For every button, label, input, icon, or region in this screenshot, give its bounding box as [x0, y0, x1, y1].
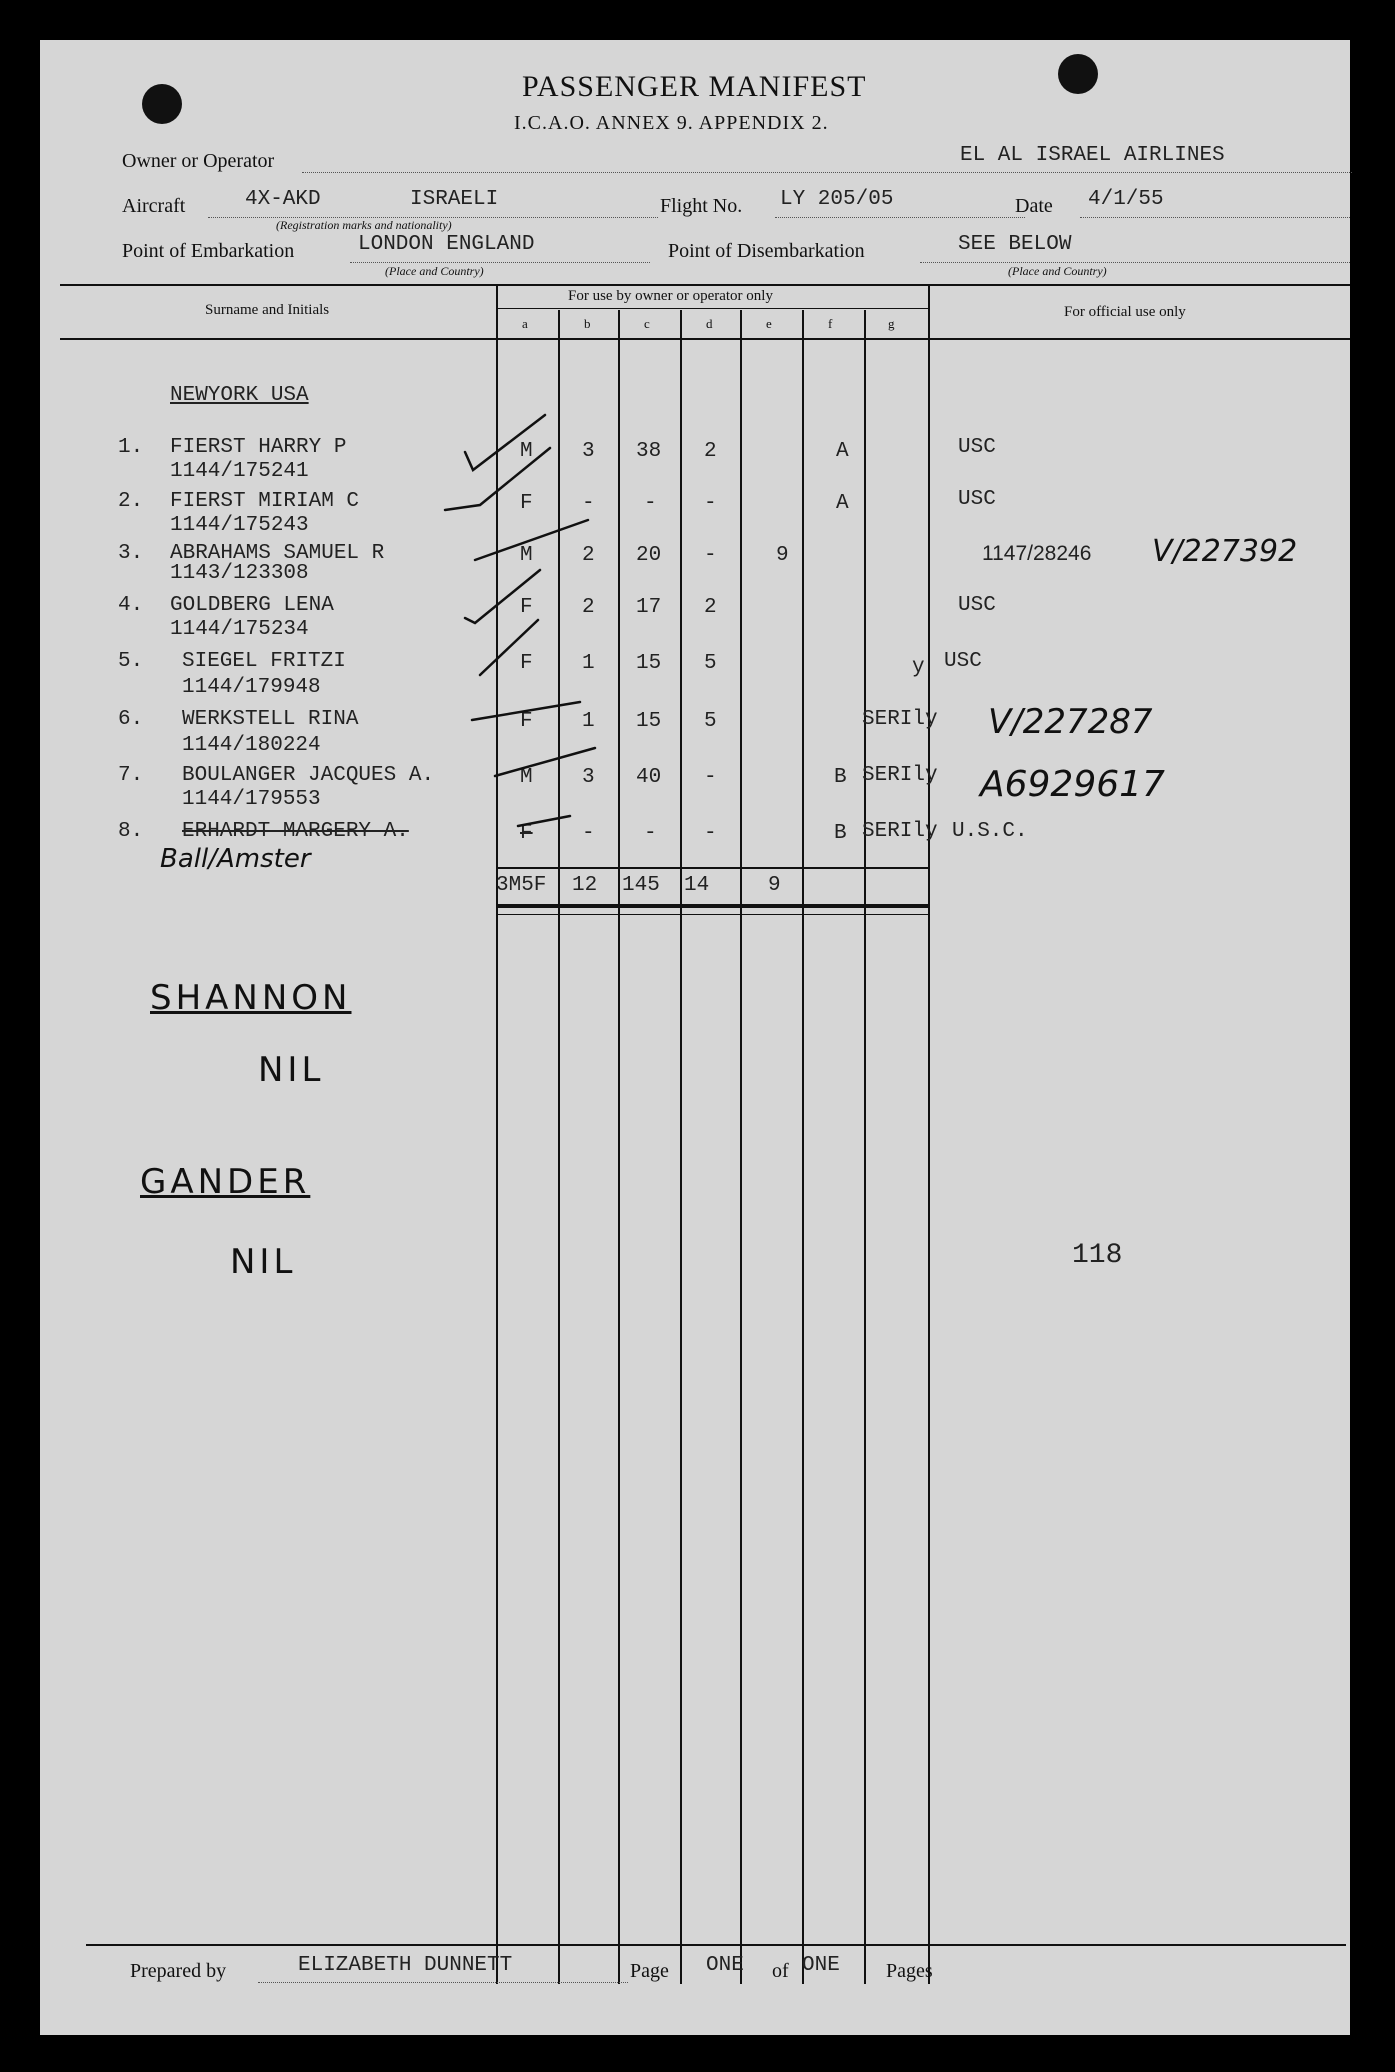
stamp-number: 118 — [1072, 1240, 1123, 1271]
cell-c: - — [644, 492, 657, 515]
official-use: USC — [958, 488, 996, 511]
cell-g: SERIly — [862, 820, 938, 843]
aircraft-note: (Registration marks and nationality) — [276, 218, 452, 232]
cell-a: F — [520, 710, 533, 733]
cell-c: - — [644, 822, 657, 845]
cell-g: y — [912, 656, 925, 679]
cell-b: 3 — [582, 766, 595, 789]
row-number: 2. — [118, 490, 144, 513]
stop-name: GANDER — [140, 1162, 311, 1202]
cell-a: F — [520, 596, 533, 619]
cell-d: - — [704, 766, 717, 789]
official-use: USC — [944, 650, 982, 673]
stop-value: NIL — [230, 1242, 297, 1282]
total-a: 3M5F — [496, 874, 547, 897]
ticket-number: 1144/175243 — [170, 514, 309, 537]
cell-c: 15 — [636, 652, 662, 675]
cell-b: 1 — [582, 652, 595, 675]
total-c: 145 — [622, 874, 660, 897]
of-value: ONE — [802, 1954, 840, 1977]
aircraft-reg: 4X-AKD — [245, 188, 321, 211]
cell-a: F — [520, 652, 533, 675]
cell-g: SERIly — [862, 708, 938, 731]
official-use: USC — [958, 594, 996, 617]
pen-marks — [40, 40, 1350, 940]
ticket-number: 1144/175234 — [170, 618, 309, 641]
stop-value: NIL — [258, 1050, 325, 1090]
date-value: 4/1/55 — [1088, 188, 1164, 211]
handwritten-visa: V/227287 — [988, 702, 1153, 742]
ticket-number: 1144/175241 — [170, 460, 309, 483]
row-number: 1. — [118, 436, 144, 459]
manifest-title: PASSENGER MANIFEST — [522, 70, 867, 103]
disembarkation-note: (Place and Country) — [1008, 264, 1107, 278]
cell-f: B — [834, 766, 847, 789]
page-value: ONE — [706, 1954, 744, 1977]
passenger-name: SIEGEL FRITZI — [182, 650, 346, 673]
cell-g: SERIly — [862, 764, 938, 787]
cell-b: 2 — [582, 544, 595, 567]
passenger-name: GOLDBERG LENA — [170, 594, 334, 617]
passenger-name: BOULANGER JACQUES A. — [182, 764, 435, 787]
row-number: 7. — [118, 764, 144, 787]
col-e-header: e — [766, 316, 772, 331]
cell-b: 3 — [582, 440, 595, 463]
official-use-header: For official use only — [1064, 304, 1186, 320]
cell-d: - — [704, 492, 717, 515]
cell-c: 40 — [636, 766, 662, 789]
of-label: of — [772, 1960, 789, 1982]
cell-d: 2 — [704, 440, 717, 463]
prepared-value: ELIZABETH DUNNETT — [298, 1954, 513, 1977]
pages-label: Pages — [886, 1960, 933, 1982]
cell-b: - — [582, 492, 595, 515]
total-d: 14 — [684, 874, 710, 897]
cell-c: 15 — [636, 710, 662, 733]
disembarkation-value: SEE BELOW — [958, 233, 1072, 256]
cell-d: - — [704, 544, 717, 567]
operator-use-header: For use by owner or operator only — [568, 288, 773, 304]
row-number: 8. — [118, 820, 144, 843]
passenger-name: FIERST HARRY P — [170, 436, 347, 459]
cell-d: 2 — [704, 596, 717, 619]
cell-d: 5 — [704, 652, 717, 675]
official-use: 1147/28246 — [982, 542, 1092, 565]
col-d-header: d — [706, 316, 713, 331]
manifest-sheet — [40, 40, 1350, 2035]
cell-a: F — [520, 822, 533, 845]
ticket-number: 1144/179948 — [182, 676, 321, 699]
cell-b: 2 — [582, 596, 595, 619]
flight-value: LY 205/05 — [780, 188, 894, 211]
embarkation-value: LONDON ENGLAND — [358, 233, 535, 256]
prepared-label: Prepared by — [130, 1960, 227, 1982]
row-number: 4. — [118, 594, 144, 617]
cell-c: 38 — [636, 440, 662, 463]
ticket-number: 1144/179553 — [182, 788, 321, 811]
embarkation-note: (Place and Country) — [385, 264, 484, 278]
flight-label: Flight No. — [660, 195, 743, 217]
row-number: 5. — [118, 650, 144, 673]
total-e: 9 — [768, 874, 781, 897]
aircraft-label: Aircraft — [122, 195, 186, 217]
official-use: U.S.C. — [952, 820, 1028, 843]
cell-c: 17 — [636, 596, 662, 619]
col-f-header: f — [828, 316, 833, 331]
cell-f: A — [836, 492, 849, 515]
stop-name: SHANNON — [150, 978, 352, 1018]
handwritten-correction: Ball/Amster — [160, 844, 311, 874]
total-b: 12 — [572, 874, 598, 897]
row-number: 6. — [118, 708, 144, 731]
passenger-name: ERHARDT MARGERY A. — [182, 820, 409, 843]
page-label: Page — [630, 1960, 669, 1982]
col-b-header: b — [584, 316, 591, 331]
passenger-name: ABRAHAMS SAMUEL R — [170, 542, 385, 565]
disembarkation-label: Point of Disembarkation — [668, 240, 865, 262]
surname-header: Surname and Initials — [205, 302, 330, 318]
official-use: USC — [958, 436, 996, 459]
embarkation-label: Point of Embarkation — [122, 240, 295, 262]
col-g-header: g — [888, 316, 895, 331]
cell-c: 20 — [636, 544, 662, 567]
ticket-number: 1143/123308 — [170, 562, 309, 585]
aircraft-nationality: ISRAELI — [410, 188, 499, 211]
cell-a: M — [520, 766, 533, 789]
cell-f: A — [836, 440, 849, 463]
owner-value: EL AL ISRAEL AIRLINES — [960, 144, 1225, 167]
passenger-name: WERKSTELL RINA — [182, 708, 359, 731]
cell-e: 9 — [776, 544, 789, 567]
cell-b: - — [582, 822, 595, 845]
cell-f: B — [834, 822, 847, 845]
manifest-subtitle: I.C.A.O. ANNEX 9. APPENDIX 2. — [514, 112, 829, 134]
ticket-number: 1144/180224 — [182, 734, 321, 757]
handwritten-visa: V/227392 — [1152, 534, 1298, 569]
cell-b: 1 — [582, 710, 595, 733]
passenger-name: FIERST MIRIAM C — [170, 490, 360, 513]
cell-d: - — [704, 822, 717, 845]
cell-a: F — [520, 492, 533, 515]
col-a-header: a — [522, 316, 528, 331]
cell-d: 5 — [704, 710, 717, 733]
handwritten-visa: A6929617 — [980, 764, 1165, 805]
owner-label: Owner or Operator — [122, 150, 275, 172]
cell-a: M — [520, 544, 533, 567]
cell-a: M — [520, 440, 533, 463]
date-label: Date — [1015, 195, 1053, 217]
row-number: 3. — [118, 542, 144, 565]
col-c-header: c — [644, 316, 650, 331]
section-title: NEWYORK USA — [170, 384, 309, 407]
